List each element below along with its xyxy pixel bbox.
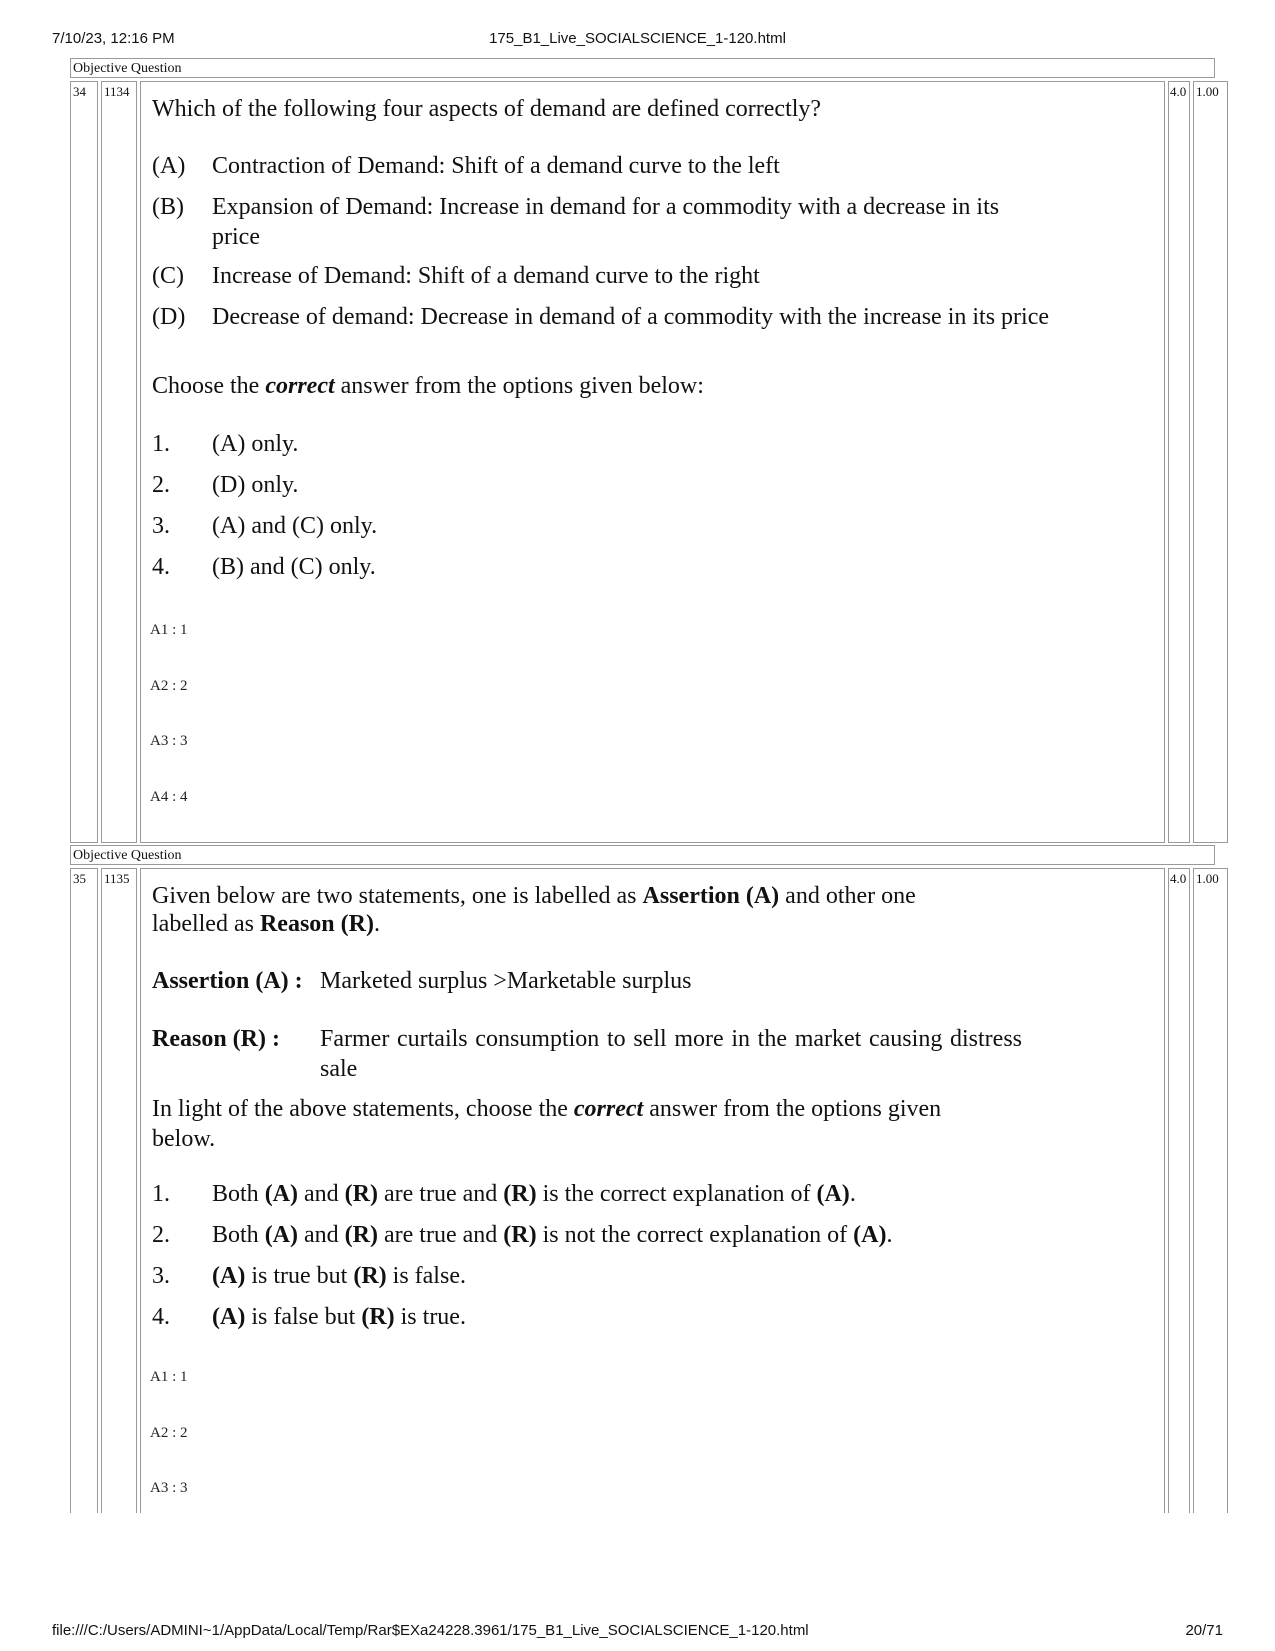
option-number: 1. bbox=[152, 431, 170, 457]
print-datetime: 7/10/23, 12:16 PM bbox=[52, 30, 175, 47]
option-text: (A) only. bbox=[212, 431, 299, 457]
question-negative-marks: 1.00 bbox=[1193, 868, 1228, 1513]
instruction-emphasis: correct bbox=[265, 373, 335, 399]
option-text bbox=[212, 1261, 1052, 1291]
print-header bbox=[52, 30, 1223, 50]
statement-letter: (B) bbox=[152, 194, 184, 220]
option-number: 4. bbox=[152, 1304, 170, 1330]
option-text-part: Both bbox=[212, 1222, 265, 1248]
stem-bold: Assertion (A) bbox=[642, 883, 780, 909]
stem-text: labelled as bbox=[152, 911, 260, 937]
stem-text: Given below are two statements, one is labelled as bbox=[152, 883, 643, 909]
question-stem: Which of the following four aspects of demand are defined correctly? bbox=[152, 96, 822, 122]
option-text-part: . bbox=[849, 1181, 856, 1207]
option-text-part: and bbox=[298, 1222, 345, 1248]
option-number: 1. bbox=[152, 1181, 170, 1207]
question-stem bbox=[152, 881, 916, 911]
option-bold: (R) bbox=[361, 1304, 395, 1330]
assertion-label-text: Assertion (A) : bbox=[152, 968, 303, 994]
assertion-label bbox=[152, 966, 303, 996]
question-block bbox=[70, 58, 1217, 844]
option-text: (D) only. bbox=[212, 472, 299, 498]
option-bold: (A) bbox=[264, 1222, 299, 1248]
stem-bold: Reason (R) bbox=[259, 911, 374, 937]
option-number: 3. bbox=[152, 1263, 170, 1289]
statement-text: Decrease of demand: Decrease in demand of a commodity with the increase in its price bbox=[212, 304, 1049, 330]
option-number: 4. bbox=[152, 554, 170, 580]
option-text: (B) and (C) only. bbox=[212, 554, 376, 580]
option-text bbox=[212, 1220, 1092, 1250]
statement-letter: (C) bbox=[152, 263, 184, 289]
option-text-part: is not the correct explanation of bbox=[536, 1222, 854, 1248]
option-bold: (R) bbox=[353, 1263, 387, 1289]
print-file-path: file:///C:/Users/ADMINI~1/AppData/Local/Temp/Rar$EXa24228.3961/175_B1_Live_SOCIALSCIENCE_1-120.html bbox=[52, 1622, 809, 1639]
instruction-text: In light of the above statements, choose the bbox=[152, 1096, 574, 1122]
option-bold: (R) bbox=[503, 1181, 537, 1207]
option-bold: (R) bbox=[503, 1222, 537, 1248]
answer-key: A3 : 3 bbox=[150, 733, 188, 749]
answer-key: A2 : 2 bbox=[150, 678, 188, 694]
answer-key: A1 : 1 bbox=[150, 1369, 188, 1385]
question-instruction bbox=[152, 1094, 992, 1154]
question-type-label: Objective Question bbox=[70, 845, 1215, 865]
option-text: (A) and (C) only. bbox=[212, 513, 378, 539]
question-id: 1135 bbox=[101, 868, 137, 1513]
option-text-part: and bbox=[298, 1181, 345, 1207]
instruction-text: answer from the options given below: bbox=[334, 373, 704, 399]
option-text-part: is the correct explanation of bbox=[536, 1181, 817, 1207]
question-serial: 34 bbox=[70, 81, 98, 843]
option-text-part: is false but bbox=[245, 1304, 362, 1330]
question-type-label: Objective Question bbox=[70, 58, 1215, 78]
option-bold: (R) bbox=[344, 1181, 378, 1207]
option-text-part: Both bbox=[212, 1181, 265, 1207]
print-page-number: 20/71 bbox=[1185, 1622, 1223, 1639]
instruction-text: Choose the bbox=[152, 373, 266, 399]
assertion-text: Marketed surplus >Marketable surplus bbox=[320, 968, 692, 994]
question-marks: 4.0 bbox=[1168, 868, 1190, 1513]
option-text-part: is false. bbox=[386, 1263, 466, 1289]
answer-key: A1 : 1 bbox=[150, 622, 188, 638]
stem-text: and other one bbox=[779, 883, 916, 909]
statement-letter: (D) bbox=[152, 304, 186, 330]
option-text bbox=[212, 1302, 1052, 1332]
reason-label-text: Reason (R) : bbox=[152, 1026, 280, 1052]
question-negative-marks: 1.00 bbox=[1193, 81, 1228, 843]
question-marks: 4.0 bbox=[1168, 81, 1190, 843]
statement-text: Expansion of Demand: Increase in demand for a commodity with a decrease in its price bbox=[212, 194, 1000, 250]
instruction-text: answer from the options given below. bbox=[152, 1096, 942, 1152]
answer-key: A4 : 4 bbox=[150, 789, 188, 805]
question-stem bbox=[152, 909, 380, 939]
question-serial: 35 bbox=[70, 868, 98, 1513]
statement-letter: (A) bbox=[152, 153, 186, 179]
answer-key: A3 : 3 bbox=[150, 1480, 188, 1496]
reason-label bbox=[152, 1024, 280, 1054]
option-number: 2. bbox=[152, 472, 170, 498]
option-bold: (R) bbox=[344, 1222, 378, 1248]
option-text-part: is true but bbox=[245, 1263, 354, 1289]
option-bold: (A) bbox=[212, 1263, 246, 1289]
stem-text: . bbox=[373, 911, 380, 937]
option-bold: (A) bbox=[212, 1304, 246, 1330]
question-id: 1134 bbox=[101, 81, 137, 843]
option-text-part: are true and bbox=[378, 1181, 504, 1207]
question-instruction bbox=[152, 371, 704, 401]
instruction-emphasis: correct bbox=[573, 1096, 644, 1122]
option-number: 2. bbox=[152, 1222, 170, 1248]
option-bold: (A) bbox=[264, 1181, 299, 1207]
reason-text: Farmer curtails consumption to sell more in the market causing distress sale bbox=[320, 1026, 1022, 1082]
option-text-part: are true and bbox=[378, 1222, 504, 1248]
print-doc-title: 175_B1_Live_SOCIALSCIENCE_1-120.html bbox=[489, 30, 786, 47]
option-bold: (A) bbox=[816, 1181, 850, 1207]
question-block bbox=[70, 845, 1217, 1513]
option-text-part: is true. bbox=[394, 1304, 466, 1330]
option-text bbox=[212, 1179, 1092, 1209]
option-number: 3. bbox=[152, 513, 170, 539]
statement-text: Contraction of Demand: Shift of a demand curve to the left bbox=[212, 153, 780, 179]
statement-text: Increase of Demand: Shift of a demand curve to the right bbox=[212, 263, 760, 289]
option-bold: (A) bbox=[853, 1222, 887, 1248]
option-text-part: . bbox=[886, 1222, 893, 1248]
answer-key: A2 : 2 bbox=[150, 1425, 188, 1441]
print-footer bbox=[52, 1622, 1223, 1642]
